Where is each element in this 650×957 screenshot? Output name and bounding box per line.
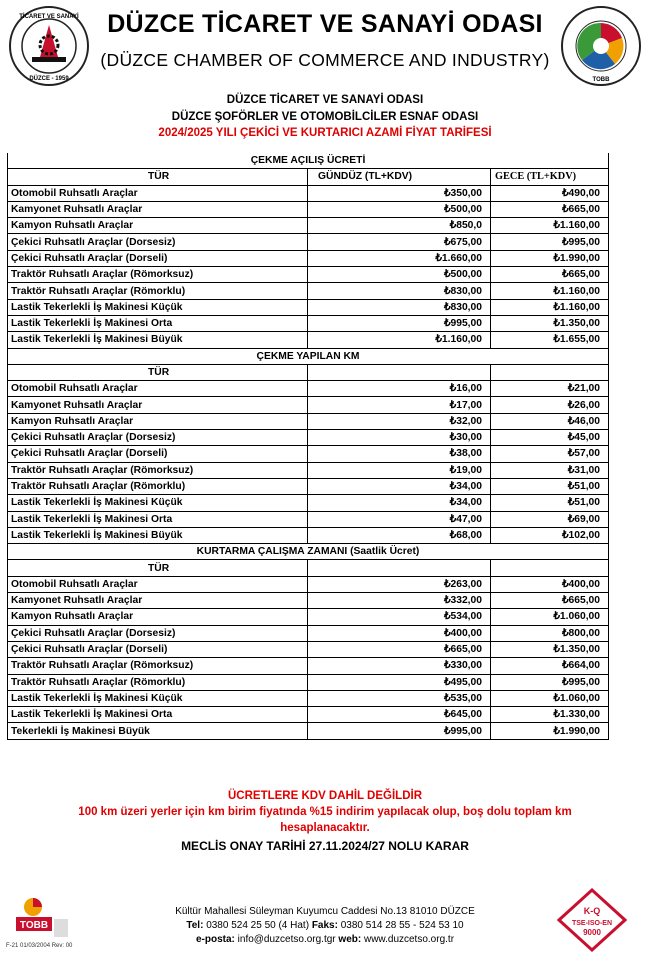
day-price-cell: ₺495,00 xyxy=(308,674,491,690)
night-price-cell: ₺1.990,00 xyxy=(491,250,609,266)
day-price-cell: ₺34,00 xyxy=(308,478,491,494)
vehicle-type-cell: Otomobil Ruhsatlı Araçlar xyxy=(8,576,308,592)
table-row xyxy=(8,218,609,234)
tel-value: 0380 524 25 50 (4 Hat) xyxy=(206,920,310,931)
tobb-small-logo xyxy=(6,893,73,949)
table-row xyxy=(8,381,609,397)
day-price-cell: ₺34,00 xyxy=(308,495,491,511)
svg-text:TSE-ISO-EN: TSE-ISO-EN xyxy=(571,920,613,927)
table-row xyxy=(8,723,609,739)
night-price-cell: ₺1.060,00 xyxy=(491,690,609,706)
night-price-cell: ₺1.060,00 xyxy=(491,609,609,625)
discount-note-line-2: hesaplanacaktır. xyxy=(280,822,370,834)
tariff-title: 2024/2025 YILI ÇEKİCİ VE KURTARICI AZAMİ FİYAT TARİFESİ xyxy=(158,127,492,139)
table-row xyxy=(8,690,609,706)
day-price-cell: ₺47,00 xyxy=(308,511,491,527)
night-price-cell: ₺490,00 xyxy=(491,185,609,201)
table-row xyxy=(8,201,609,217)
vehicle-type-cell: Otomobil Ruhsatlı Araçlar xyxy=(8,185,308,201)
table-row xyxy=(8,299,609,315)
fax-value: 0380 514 28 55 - 524 53 10 xyxy=(340,920,464,931)
vehicle-type-cell: Kamyon Ruhsatlı Araçlar xyxy=(8,218,308,234)
night-price-cell: ₺1.350,00 xyxy=(491,315,609,331)
night-price-cell: ₺995,00 xyxy=(491,674,609,690)
vehicle-type-cell: Traktör Ruhsatlı Araçlar (Römorklu) xyxy=(8,674,308,690)
type-column-header: TÜR xyxy=(8,364,308,380)
night-price-cell: ₺1.655,00 xyxy=(491,332,609,348)
night-price-cell: ₺1.990,00 xyxy=(491,723,609,739)
day-price-cell: ₺995,00 xyxy=(308,315,491,331)
table-row xyxy=(8,674,609,690)
table-row xyxy=(8,185,609,201)
table-row xyxy=(8,576,609,592)
vehicle-type-cell: Lastik Tekerlekli İş Makinesi Orta xyxy=(8,707,308,723)
column-header-row xyxy=(8,560,609,576)
table-row xyxy=(8,267,609,283)
vehicle-type-cell: Lastik Tekerlekli İş Makinesi Küçük xyxy=(8,690,308,706)
column-header-row xyxy=(8,169,609,185)
tse-iso-seal xyxy=(557,888,627,952)
vehicle-type-cell: Traktör Ruhsatlı Araçlar (Römorklu) xyxy=(8,478,308,494)
empty-cell xyxy=(308,560,491,576)
day-price-cell: ₺263,00 xyxy=(308,576,491,592)
day-price-cell: ₺1.660,00 xyxy=(308,250,491,266)
vehicle-type-cell: Çekici Ruhsatlı Araçlar (Dorsesiz) xyxy=(8,234,308,250)
night-price-cell: ₺21,00 xyxy=(491,381,609,397)
table-row xyxy=(8,315,609,331)
table-row xyxy=(8,658,609,674)
approval-note: MECLİS ONAY TARİHİ 27.11.2024/27 NOLU KARAR xyxy=(181,839,469,853)
table-row xyxy=(8,413,609,429)
vehicle-type-cell: Traktör Ruhsatlı Araçlar (Römorksuz) xyxy=(8,658,308,674)
vehicle-type-cell: Kamyonet Ruhsatlı Araçlar xyxy=(8,397,308,413)
night-price-cell: ₺1.160,00 xyxy=(491,283,609,299)
night-price-cell: ₺69,00 xyxy=(491,511,609,527)
web-label: web: xyxy=(338,934,362,945)
day-price-cell: ₺68,00 xyxy=(308,527,491,543)
day-price-cell: ₺535,00 xyxy=(308,690,491,706)
table-row xyxy=(8,430,609,446)
night-price-cell: ₺51,00 xyxy=(491,495,609,511)
section-title: ÇEKME YAPILAN KM xyxy=(8,348,609,364)
svg-text:DÜZCE - 1959: DÜZCE - 1959 xyxy=(29,76,69,82)
vehicle-type-cell: Traktör Ruhsatlı Araçlar (Römorklu) xyxy=(8,283,308,299)
day-price-cell: ₺830,00 xyxy=(308,283,491,299)
type-column-header: TÜR xyxy=(8,560,308,576)
page-subtitle: (DÜZCE CHAMBER OF COMMERCE AND INDUSTRY) xyxy=(100,50,550,70)
vehicle-type-cell: Kamyonet Ruhsatlı Araçlar xyxy=(8,593,308,609)
day-price-cell: ₺665,00 xyxy=(308,641,491,657)
form-number: F-21 01/03/2004 Rev: 00 xyxy=(6,943,73,949)
vehicle-type-cell: Lastik Tekerlekli İş Makinesi Küçük xyxy=(8,299,308,315)
vehicle-type-cell: Kamyon Ruhsatlı Araçlar xyxy=(8,609,308,625)
table-row xyxy=(8,625,609,641)
vehicle-type-cell: Lastik Tekerlekli İş Makinesi Orta xyxy=(8,511,308,527)
svg-text:9000: 9000 xyxy=(583,928,601,937)
day-price-cell: ₺19,00 xyxy=(308,462,491,478)
day-price-cell: ₺830,00 xyxy=(308,299,491,315)
night-price-cell: ₺665,00 xyxy=(491,593,609,609)
page-title: DÜZCE TİCARET VE SANAYİ ODASI xyxy=(107,10,543,38)
night-price-cell: ₺1.160,00 xyxy=(491,299,609,315)
night-price-cell: ₺31,00 xyxy=(491,462,609,478)
night-price-cell: ₺1.160,00 xyxy=(491,218,609,234)
tel-label: Tel: xyxy=(186,920,204,931)
type-column-header: TÜR xyxy=(8,169,308,185)
section-header-row xyxy=(8,153,609,169)
day-column-header: GÜNDÜZ (TL+KDV) xyxy=(308,169,491,185)
chamber-logo xyxy=(8,5,90,87)
table-row xyxy=(8,462,609,478)
empty-cell xyxy=(308,364,491,380)
empty-cell xyxy=(491,560,609,576)
institution-line-2: DÜZCE ŞOFÖRLER VE OTOMOBİLCİLER ESNAF ODASI xyxy=(171,111,479,123)
night-price-cell: ₺995,00 xyxy=(491,234,609,250)
svg-text:K-Q: K-Q xyxy=(583,906,601,916)
day-price-cell: ₺16,00 xyxy=(308,381,491,397)
night-price-cell: ₺665,00 xyxy=(491,267,609,283)
discount-note-line-1: 100 km üzeri yerler için km birim fiyatında %15 indirim yapılacak olup, boş dolu toplam km xyxy=(78,806,572,818)
night-price-cell: ₺26,00 xyxy=(491,397,609,413)
day-price-cell: ₺534,00 xyxy=(308,609,491,625)
section-header-row xyxy=(8,544,609,560)
night-column-header: GECE (TL+KDV) xyxy=(491,169,609,185)
night-price-cell: ₺51,00 xyxy=(491,478,609,494)
table-row xyxy=(8,250,609,266)
tariff-table xyxy=(7,153,609,740)
night-price-cell: ₺664,00 xyxy=(491,658,609,674)
table-row xyxy=(8,397,609,413)
day-price-cell: ₺500,00 xyxy=(308,267,491,283)
night-price-cell: ₺800,00 xyxy=(491,625,609,641)
table-row xyxy=(8,707,609,723)
footer-contact xyxy=(150,905,500,947)
table-row xyxy=(8,511,609,527)
vehicle-type-cell: Kamyon Ruhsatlı Araçlar xyxy=(8,413,308,429)
column-header-row xyxy=(8,364,609,380)
section-title: KURTARMA ÇALIŞMA ZAMANI (Saatlik Ücret) xyxy=(8,544,609,560)
day-price-cell: ₺350,00 xyxy=(308,185,491,201)
day-price-cell: ₺645,00 xyxy=(308,707,491,723)
day-price-cell: ₺850,0 xyxy=(308,218,491,234)
institution-line-1: DÜZCE TİCARET VE SANAYİ ODASI xyxy=(226,94,424,106)
vehicle-type-cell: Çekici Ruhsatlı Araçlar (Dorseli) xyxy=(8,641,308,657)
empty-cell xyxy=(491,364,609,380)
day-price-cell: ₺30,00 xyxy=(308,430,491,446)
day-price-cell: ₺330,00 xyxy=(308,658,491,674)
day-price-cell: ₺400,00 xyxy=(308,625,491,641)
web-value[interactable]: www.duzcetso.org.tr xyxy=(363,934,455,945)
vehicle-type-cell: Otomobil Ruhsatlı Araçlar xyxy=(8,381,308,397)
night-price-cell: ₺1.330,00 xyxy=(491,707,609,723)
table-row xyxy=(8,495,609,511)
svg-text:TİCARET VE SANAYİ: TİCARET VE SANAYİ xyxy=(19,14,79,20)
table-row xyxy=(8,478,609,494)
footer-address: Kültür Mahallesi Süleyman Kuyumcu Caddesi No.13 81010 DÜZCE xyxy=(175,906,475,917)
day-price-cell: ₺332,00 xyxy=(308,593,491,609)
svg-text:TOBB: TOBB xyxy=(592,77,610,83)
vehicle-type-cell: Traktör Ruhsatlı Araçlar (Römorksuz) xyxy=(8,267,308,283)
night-price-cell: ₺57,00 xyxy=(491,446,609,462)
night-price-cell: ₺102,00 xyxy=(491,527,609,543)
night-price-cell: ₺400,00 xyxy=(491,576,609,592)
day-price-cell: ₺38,00 xyxy=(308,446,491,462)
section-title: ÇEKME AÇILIŞ ÜCRETİ xyxy=(8,153,609,169)
tobb-logo xyxy=(560,5,642,87)
day-price-cell: ₺1.160,00 xyxy=(308,332,491,348)
table-row xyxy=(8,446,609,462)
table-row xyxy=(8,527,609,543)
table-row xyxy=(8,234,609,250)
day-price-cell: ₺675,00 xyxy=(308,234,491,250)
night-price-cell: ₺46,00 xyxy=(491,413,609,429)
vehicle-type-cell: Çekici Ruhsatlı Araçlar (Dorsesiz) xyxy=(8,430,308,446)
vehicle-type-cell: Lastik Tekerlekli İş Makinesi Büyük xyxy=(8,332,308,348)
section-header-row xyxy=(8,348,609,364)
vehicle-type-cell: Çekici Ruhsatlı Araçlar (Dorseli) xyxy=(8,250,308,266)
vehicle-type-cell: Tekerlekli İş Makinesi Büyük xyxy=(8,723,308,739)
vehicle-type-cell: Çekici Ruhsatlı Araçlar (Dorsesiz) xyxy=(8,625,308,641)
table-row xyxy=(8,641,609,657)
day-price-cell: ₺17,00 xyxy=(308,397,491,413)
day-price-cell: ₺32,00 xyxy=(308,413,491,429)
vehicle-type-cell: Lastik Tekerlekli İş Makinesi Büyük xyxy=(8,527,308,543)
table-row xyxy=(8,332,609,348)
day-price-cell: ₺995,00 xyxy=(308,723,491,739)
night-price-cell: ₺665,00 xyxy=(491,201,609,217)
vehicle-type-cell: Traktör Ruhsatlı Araçlar (Römorksuz) xyxy=(8,462,308,478)
vehicle-type-cell: Kamyonet Ruhsatlı Araçlar xyxy=(8,201,308,217)
email-value[interactable]: info@duzcetso.org.tgr xyxy=(237,934,336,945)
table-row xyxy=(8,283,609,299)
vehicle-type-cell: Çekici Ruhsatlı Araçlar (Dorseli) xyxy=(8,446,308,462)
table-row xyxy=(8,593,609,609)
fax-label: Faks: xyxy=(311,920,338,931)
tobb-text: TOBB xyxy=(19,920,49,931)
vat-note: ÜCRETLERE KDV DAHİL DEĞİLDİR xyxy=(227,790,423,802)
email-label: e-posta: xyxy=(195,934,235,945)
table-row xyxy=(8,609,609,625)
vehicle-type-cell: Lastik Tekerlekli İş Makinesi Küçük xyxy=(8,495,308,511)
night-price-cell: ₺45,00 xyxy=(491,430,609,446)
day-price-cell: ₺500,00 xyxy=(308,201,491,217)
night-price-cell: ₺1.350,00 xyxy=(491,641,609,657)
vehicle-type-cell: Lastik Tekerlekli İş Makinesi Orta xyxy=(8,315,308,331)
